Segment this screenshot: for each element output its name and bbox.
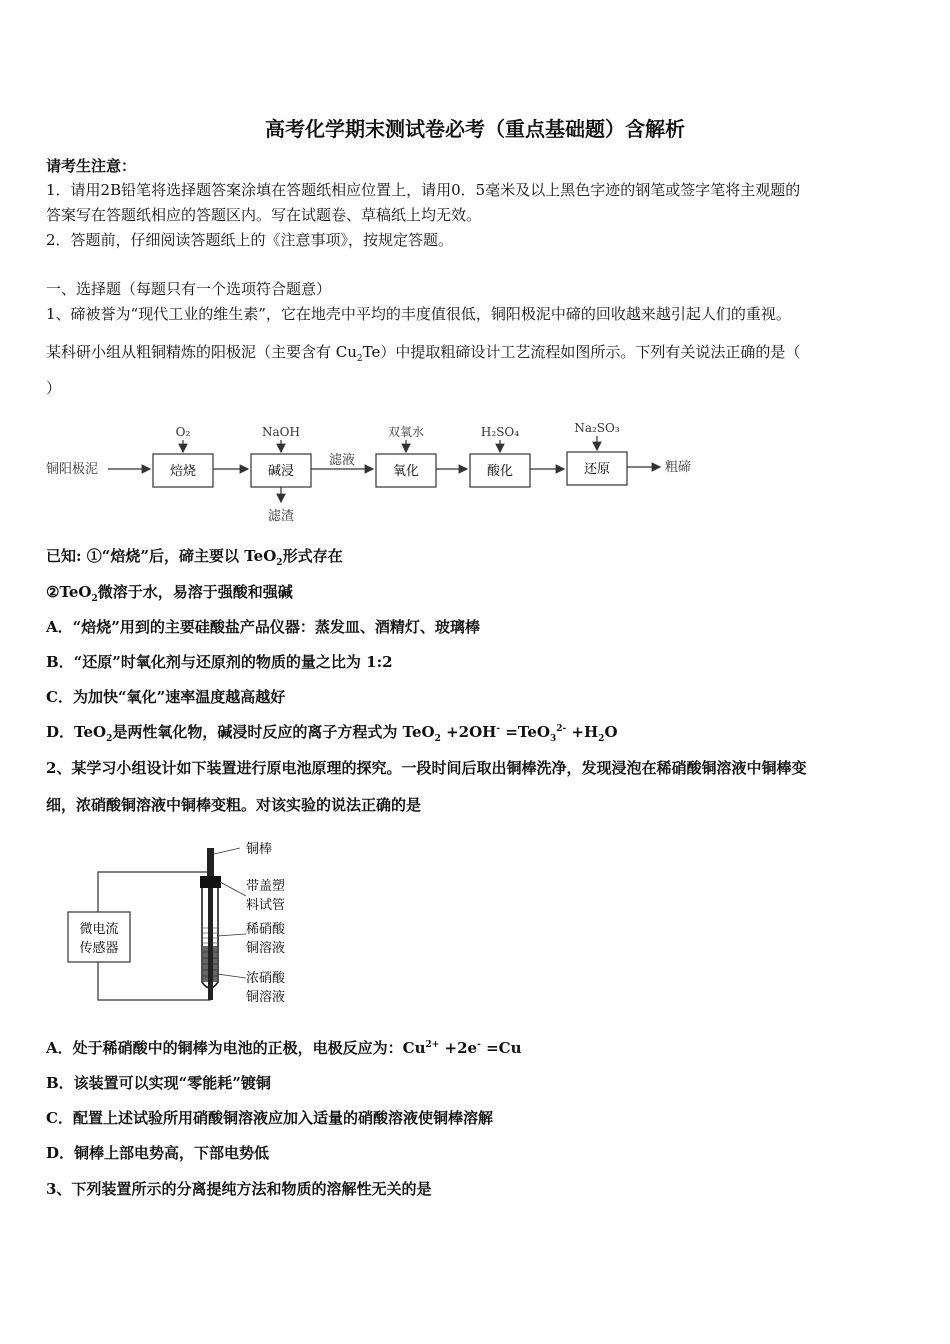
q1-option-b[interactable]: B．“还原”时氧化剂与还原剂的物质的量之比为 1:2	[46, 653, 393, 671]
q3-stem-line-1: 3、下列装置所示的分离提纯方法和物质的溶解性无关的是	[46, 1180, 432, 1198]
sensor-label-line-2: 传感器	[79, 941, 119, 956]
q1-stem-line-2: 某科研小组从粗铜精炼的阳极泥（主要含有 $Cu_2Te$）中提取粗碲设计工艺流程如图所示。下列有关说法正确的是（	[46, 343, 801, 364]
q2-stem-line-1: 2、某学习小组设计如下装置进行原电池原理的探究。一段时间后取出铜棒洗净，发现浸泡在稀硝酸铜溶液中铜棒变	[46, 759, 807, 777]
page-title: 高考化学期末测试卷必考（重点基础题）含解析	[265, 117, 685, 141]
q1-option-d[interactable]: D．TeO$_2$是两性氧化物，碱浸时反应的离子方程式为 $TeO_2 +2OH^- =TeO_3^{2-} +H_2O$	[46, 723, 618, 744]
notice-line-1: 1．请用2B铅笔将选择题答案涂填在答题纸相应位置上，请用0．5毫米及以上黑色字迹的钢笔或签字笔将主观题的	[46, 181, 801, 199]
label-conc-line-1: 浓硝酸	[246, 971, 286, 986]
notice-heading: 请考生注意：	[46, 157, 137, 175]
q2-option-d[interactable]: D．铜棒上部电势高，下部电势低	[46, 1144, 270, 1162]
label-dilute-line-2: 铜溶液	[246, 941, 286, 956]
flow-box-acidify-label: 酸化	[486, 464, 514, 479]
q2-stem-line-2: 细，浓硝酸铜溶液中铜棒变粗。对该实验的说法正确的是	[46, 796, 422, 814]
section-heading: 一、选择题（每题只有一个选项符合题意）	[46, 280, 332, 298]
q1-known-1: 已知: ①“焙烧”后，碲主要以 TeO$_2$形式存在	[46, 547, 343, 568]
flow-reagent-5: Na₂SO₃	[574, 421, 620, 435]
q1-known-2: ②TeO$_2$微溶于水，易溶于强酸和强碱	[46, 583, 293, 604]
flow-reagent-3: 双氧水	[387, 425, 425, 439]
flow-residue-label: 滤渣	[267, 509, 295, 524]
flow-box-oxidize-label: 氧化	[392, 464, 420, 479]
label-dilute-line-1: 稀硝酸	[246, 922, 286, 937]
q2-apparatus-diagram	[60, 834, 320, 1014]
q1-flow-diagram	[40, 418, 720, 528]
flow-filtrate-label: 滤液	[328, 453, 356, 468]
flow-reagent-1: O₂	[175, 425, 191, 439]
notice-line-2: 答案写在答题纸相应的答题区内。写在试题卷、草稿纸上均无效。	[46, 206, 482, 224]
copper-rod-top	[207, 848, 214, 878]
notice-line-3: 2．答题前，仔细阅读答题纸上的《注意事项》，按规定答题。	[46, 231, 454, 249]
label-tube-line-2: 料试管	[246, 898, 286, 913]
flow-start-label: 铜阳极泥	[46, 462, 99, 477]
q1-stem-line-3: ）	[46, 379, 62, 397]
flow-box-leach-label: 碱浸	[267, 464, 295, 479]
q1-option-a[interactable]: A．“焙烧”用到的主要硅酸盐产品仪器：蒸发皿、酒精灯、玻璃棒	[46, 618, 480, 636]
label-tube-line-1: 带盖塑	[246, 879, 286, 894]
q1-option-c[interactable]: C．为加快“氧化”速率温度越高越好	[46, 688, 286, 706]
q2-option-c[interactable]: C．配置上述试验所用硝酸铜溶液应加入适量的硝酸溶液使铜棒溶解	[46, 1109, 493, 1127]
label-conc-line-2: 铜溶液	[246, 990, 286, 1005]
copper-rod	[208, 888, 213, 1000]
tube-cap	[200, 876, 221, 888]
sensor-label-line-1: 微电流	[79, 922, 119, 937]
flow-box-roast-label: 焙烧	[169, 464, 197, 479]
q2-option-b[interactable]: B．该装置可以实现“零能耗”镀铜	[46, 1074, 271, 1092]
flow-box-reduce-label: 还原	[583, 462, 611, 477]
flow-reagent-4: H₂SO₄	[480, 425, 520, 439]
flow-reagent-2: NaOH	[262, 425, 300, 439]
q1-stem-line-1: 1、碲被誉为“现代工业的维生素”，它在地壳中平均的丰度值很低，铜阳极泥中碲的回收越来越引起人们的重视。	[46, 305, 791, 323]
label-copper-rod: 铜棒	[246, 842, 273, 857]
q2-option-a[interactable]: A．处于稀硝酸中的铜棒为电池的正极，电极反应为：$Cu^{2+} +2e^- =Cu$	[46, 1039, 522, 1057]
flow-end-label: 粗碲	[665, 460, 692, 475]
